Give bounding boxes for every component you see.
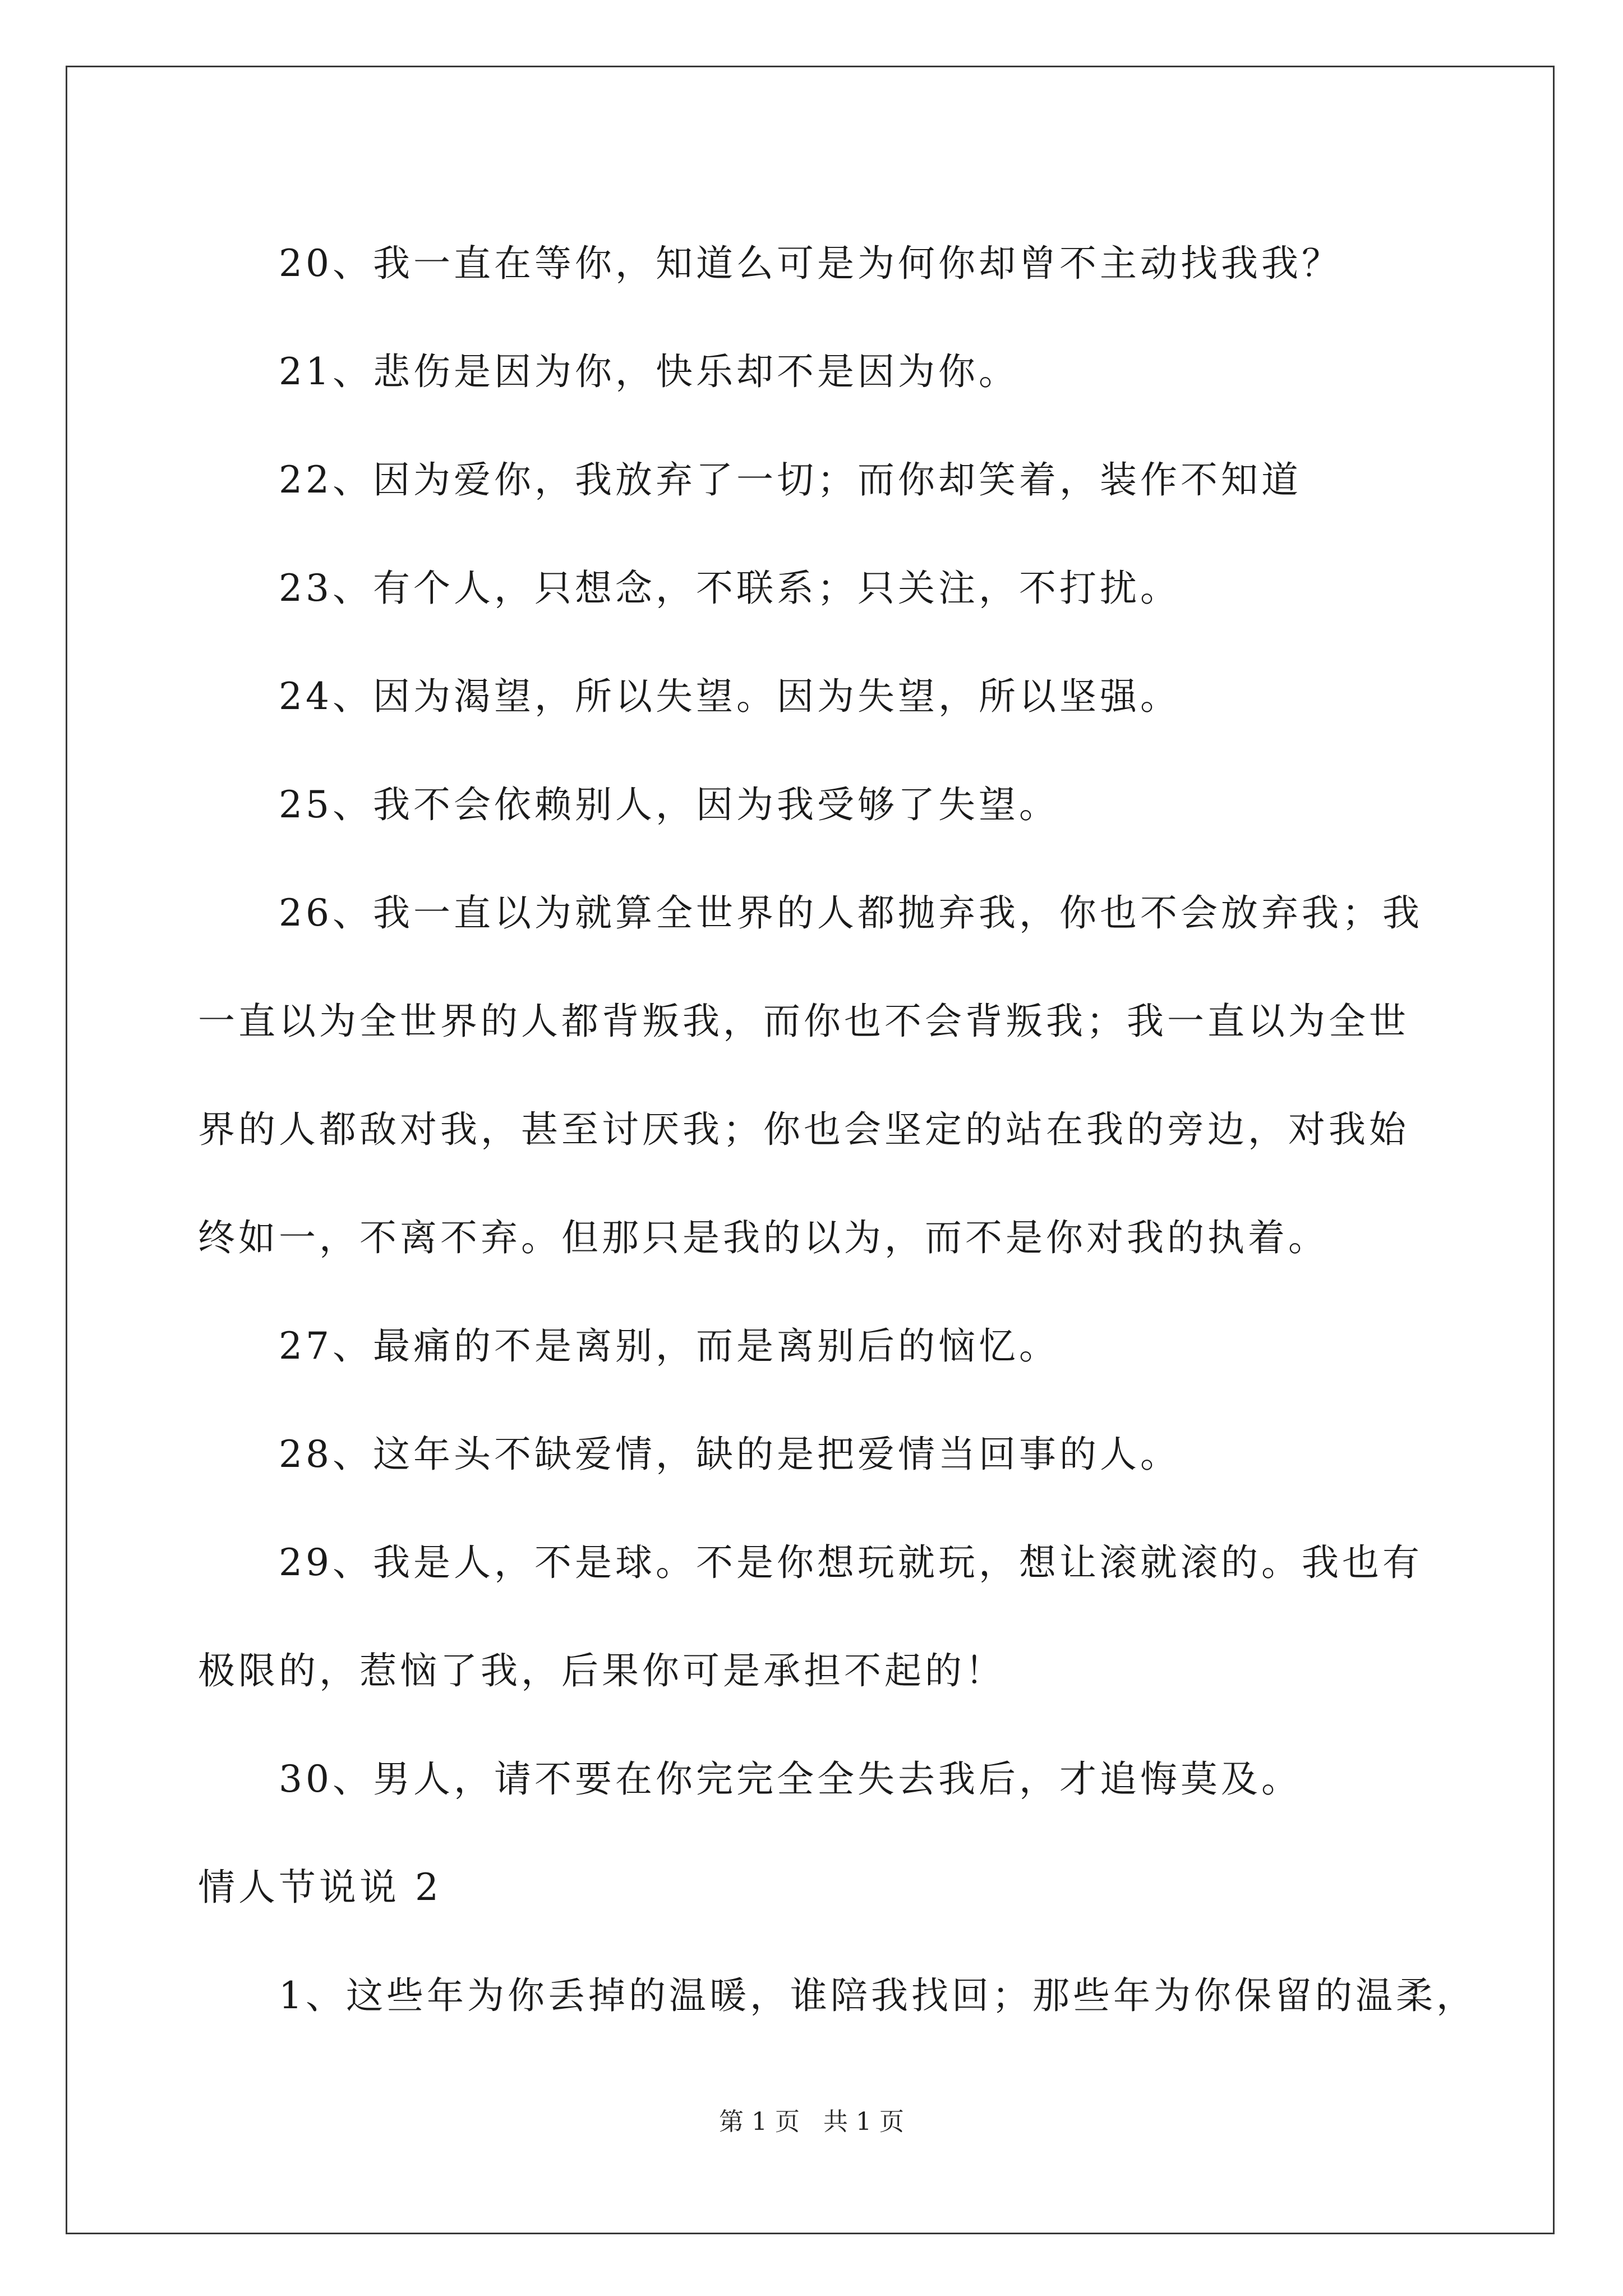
paragraph-26: 26、我一直以为就算全世界的人都抛弃我，你也不会放弃我；我一直以为全世界的人都背叛我，而你也不会背叛我；我一直以为全世界的人都敌对我，甚至讨厌我；你也会坚定的站在我的旁边，对我始终如一，不离不弃。但那只是我的以为，而不是你对我的执着。 [198, 891, 1423, 1259]
paragraph-21: 21、悲伤是因为你，快乐却不是因为你。 [279, 350, 1019, 393]
paragraph-22: 22、因为爱你，我放弃了一切；而你却笑着，装作不知道 [279, 458, 1302, 501]
paragraph-28: 28、这年头不缺爱情，缺的是把爱情当回事的人。 [279, 1433, 1181, 1476]
section-heading: 情人节说说 2 [198, 1866, 442, 1909]
paragraph-25: 25、我不会依赖别人，因为我受够了失望。 [279, 783, 1059, 826]
page-footer [0, 2101, 1623, 2137]
document-body [198, 209, 1477, 2050]
paragraph-27: 27、最痛的不是离别，而是离别后的恼忆。 [279, 1324, 1059, 1368]
page-total: 共 1 页 [823, 2108, 904, 2136]
paragraph-23: 23、有个人，只想念，不联系；只关注，不打扰。 [279, 567, 1181, 610]
paragraph-29: 29、我是人，不是球。不是你想玩就玩，想让滚就滚的。我也有极限的，惹恼了我，后果你可是承担不起的！ [198, 1541, 1423, 1692]
paragraph-24: 24、因为渴望，所以失望。因为失望，所以坚强。 [279, 675, 1181, 718]
page-number: 第 1 页 [719, 2108, 800, 2136]
paragraph-20: 20、我一直在等你，知道么可是为何你却曾不主动找我我？ [279, 242, 1342, 285]
paragraph-1: 1、这些年为你丢掉的温暖，谁陪我找回；那些年为你保留的温柔， [279, 1974, 1477, 2017]
paragraph-30: 30、男人，请不要在你完完全全失去我后，才追悔莫及。 [279, 1757, 1302, 1801]
